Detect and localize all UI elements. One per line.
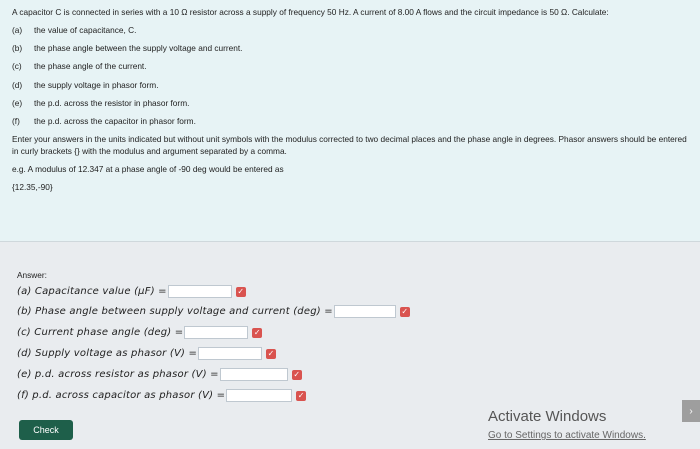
instructions: Enter your answers in the units indicated but without unit symbols with the modulus corrected to two decimal places and the phase angle in degrees. Phasor answers should be entered in curly brackets {} with the modulus and argument separated by a comma. bbox=[12, 134, 687, 157]
example-value: {12.35,-90} bbox=[12, 182, 53, 193]
part-label: (f) bbox=[12, 115, 20, 126]
row-label: (f) p.d. across capacitor as phasor (V) = bbox=[17, 390, 226, 401]
incorrect-flag-icon: ✓ bbox=[293, 369, 301, 379]
resistor-pd-input[interactable] bbox=[220, 368, 288, 381]
phase-angle-input[interactable] bbox=[334, 305, 396, 318]
answer-row-b bbox=[17, 305, 410, 318]
question-parts bbox=[12, 24, 690, 127]
question-part bbox=[12, 60, 690, 72]
part-text: the phase angle of the current. bbox=[34, 61, 147, 72]
answer-panel bbox=[0, 242, 700, 449]
row-label: (c) Current phase angle (deg) = bbox=[17, 327, 184, 338]
incorrect-flag-icon: ✓ bbox=[267, 348, 275, 358]
answer-row-e bbox=[17, 368, 302, 381]
answer-row-f bbox=[17, 389, 306, 402]
part-text: the p.d. across the capacitor in phasor form. bbox=[34, 115, 196, 126]
check-button[interactable]: Check bbox=[19, 420, 73, 440]
incorrect-flag-icon: ✓ bbox=[237, 286, 245, 296]
side-tab-chevron-icon[interactable]: › bbox=[682, 400, 700, 422]
question-part bbox=[12, 97, 690, 109]
incorrect-flag-icon: ✓ bbox=[253, 327, 261, 337]
part-label: (a) bbox=[12, 25, 23, 35]
part-label: (d) bbox=[12, 79, 23, 90]
part-label: (b) bbox=[12, 43, 23, 54]
part-text: the supply voltage in phasor form. bbox=[34, 79, 159, 90]
answer-label: Answer: bbox=[17, 270, 47, 280]
question-part bbox=[12, 115, 690, 127]
row-label: (d) Supply voltage as phasor (V) = bbox=[17, 348, 198, 359]
incorrect-flag-icon: ✓ bbox=[297, 390, 305, 400]
incorrect-flag-icon: ✓ bbox=[401, 306, 409, 316]
part-text: the p.d. across the resistor in phasor form. bbox=[34, 97, 190, 108]
activate-windows-link[interactable]: Go to Settings to activate Windows. bbox=[488, 430, 646, 441]
part-text: the value of capacitance, C. bbox=[34, 25, 137, 35]
row-label: (e) p.d. across resistor as phasor (V) = bbox=[17, 369, 219, 380]
supply-voltage-input[interactable] bbox=[198, 347, 262, 360]
part-label: (e) bbox=[12, 97, 23, 108]
activate-windows-title: Activate Windows bbox=[488, 408, 607, 425]
question-part bbox=[12, 42, 690, 54]
row-label: (a) Capacitance value (μF) = bbox=[17, 286, 167, 297]
current-phase-input[interactable] bbox=[184, 326, 248, 339]
question-intro: A capacitor C is connected in series with a 10 Ω resistor across a supply of frequency 50 Hz. A current of 8.00 A flows and the circuit impedance is 50 Ω. Calculate: bbox=[12, 7, 609, 17]
capacitance-input[interactable] bbox=[168, 285, 232, 298]
question-part bbox=[12, 24, 690, 36]
answer-row-a bbox=[17, 285, 246, 298]
part-text: the phase angle between the supply voltage and current. bbox=[34, 43, 243, 54]
answer-row-c bbox=[17, 326, 262, 339]
part-label: (c) bbox=[12, 61, 22, 72]
example-text: e.g. A modulus of 12.347 at a phase angle of -90 deg would be entered as bbox=[12, 164, 284, 175]
capacitor-pd-input[interactable] bbox=[226, 389, 292, 402]
question-part bbox=[12, 79, 690, 91]
row-label: (b) Phase angle between supply voltage and current (deg) = bbox=[17, 306, 333, 317]
answer-row-d bbox=[17, 347, 276, 360]
